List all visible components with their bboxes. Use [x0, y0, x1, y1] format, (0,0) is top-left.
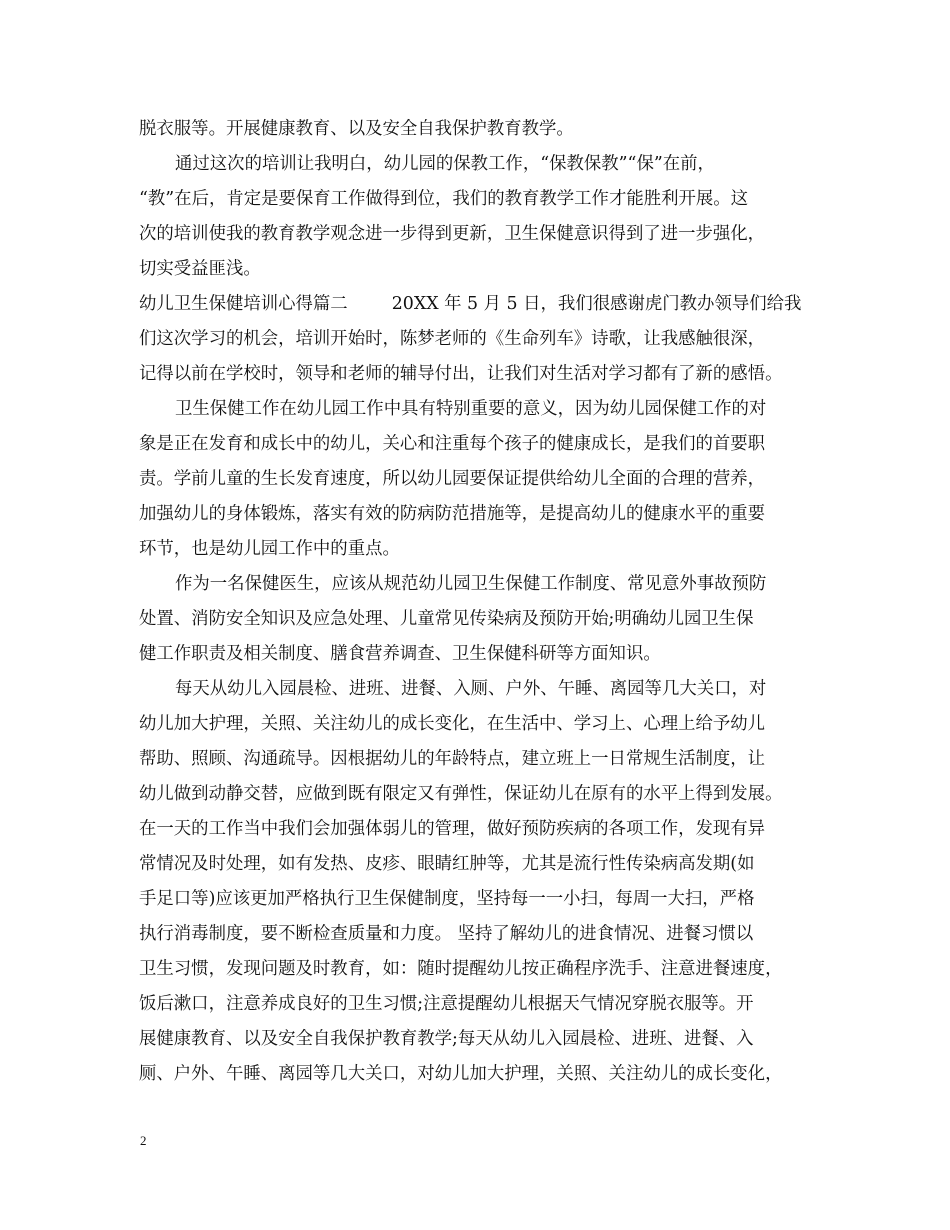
text-line: 展健康教育、以及安全自我保护教育教学;每天从幼儿入园晨检、进班、进餐、入 — [139, 1029, 754, 1049]
text-line: 健工作职责及相关制度、膳食营养调查、卫生保健科研等方面知识。 — [139, 644, 661, 664]
text-line: 幼儿加大护理，关照、关注幼儿的成长变化，在生活中、学习上、心理上给予幼儿 — [139, 714, 766, 734]
document-body — [139, 112, 819, 1092]
text-line: “教”在后，肯定是要保育工作做得到位，我们的教育教学工作才能胜利开展。这 — [139, 189, 749, 209]
text-line: 执行消毒制度，要不断检查质量和力度。 坚持了解幼儿的进食情况、进餐习惯以 — [139, 924, 754, 944]
text-line: 饭后漱口，注意养成良好的卫生习惯;注意提醒幼儿根据天气情况穿脱衣服等。开 — [139, 994, 754, 1014]
text-line: 责。学前儿童的生长发育速度，所以幼儿园要保证提供给幼儿全面的合理的营养， — [139, 469, 766, 489]
page-number: 2 — [140, 1133, 147, 1148]
section-heading-line — [139, 287, 819, 322]
text-line: 在一天的工作当中我们会加强体弱儿的管理，做好预防疾病的各项工作，发现有异 — [139, 819, 766, 839]
text-line: 切实受益匪浅。 — [139, 259, 261, 279]
text-line: 记得以前在学校时，领导和老师的辅导付出，让我们对生活对学习都有了新的感悟。 — [139, 364, 783, 384]
text-line: 象是正在发育和成长中的幼儿，关心和注重每个孩子的健康成长，是我们的首要职 — [139, 434, 766, 454]
text-line: 卫生习惯，发现问题及时教育，如：随时提醒幼儿按正确程序洗手、注意进餐速度， — [139, 959, 783, 979]
text-line: 帮助、照顾、沟通疏导。因根据幼儿的年龄特点，建立班上一日常规生活制度，让 — [139, 749, 766, 769]
section-first-text: 20XX 年 5 月 5 日，我们很感谢虎门教办领导们给我 — [391, 294, 802, 314]
text-line: 每天从幼儿入园晨检、进班、进餐、入厕、户外、午睡、离园等几大关口，对 — [175, 679, 767, 699]
text-line: 次的培训使我的教育教学观念进一步得到更新，卫生保健意识得到了进一步强化， — [139, 224, 766, 244]
text-line: 作为一名保健医生，应该从规范幼儿园卫生保健工作制度、常见意外事故预防 — [175, 574, 767, 594]
text-line: 脱衣服等。开展健康教育、以及安全自我保护教育教学。 — [139, 119, 574, 139]
text-line: 加强幼儿的身体锻炼，落实有效的防病防范措施等，是提高幼儿的健康水平的重要 — [139, 504, 766, 524]
section-heading: 幼儿卫生保健培训心得篇二 — [139, 294, 348, 314]
text-line: 环节，也是幼儿园工作中的重点。 — [139, 539, 400, 559]
text-line: 通过这次的培训让我明白，幼儿园的保教工作，“保教保教”“保”在前， — [175, 154, 715, 174]
text-line: 幼儿做到动静交替，应做到既有限定又有弹性，保证幼儿在原有的水平上得到发展。 — [139, 784, 783, 804]
text-line: 手足口等)应该更加严格执行卫生保健制度，坚持每一一小扫，每周一大扫，严格 — [139, 889, 755, 909]
text-line: 常情况及时处理，如有发热、皮疹、眼睛红肿等，尤其是流行性传染病高发期(如 — [139, 854, 755, 874]
text-line: 卫生保健工作在幼儿园工作中具有特别重要的意义，因为幼儿园保健工作的对 — [175, 399, 767, 419]
text-line: 厕、户外、午睡、离园等几大关口，对幼儿加大护理，关照、关注幼儿的成长变化， — [139, 1064, 783, 1084]
text-line: 处置、消防安全知识及应急处理、儿童常见传染病及预防开始;明确幼儿园卫生保 — [139, 609, 754, 629]
text-line: 们这次学习的机会，培训开始时，陈梦老师的《生命列车》诗歌，让我感触很深， — [139, 329, 766, 349]
